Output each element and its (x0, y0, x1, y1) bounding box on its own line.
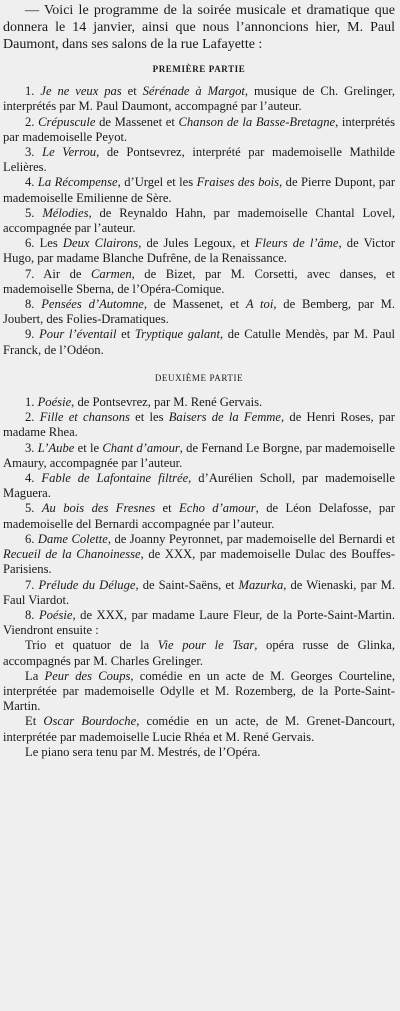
work-title: Fable de Lafontaine filtrée (41, 471, 189, 486)
work-title: Fleurs de l’âme (254, 236, 339, 251)
work-title: Je ne veux pas (40, 84, 122, 99)
program-item: 6. Les Deux Clairons, de Jules Legoux, et Fleurs de l’âme, de Victor Hugo, par madame Blanche Dufrêne, de la Renaissance. (3, 236, 395, 266)
section-title-part-one: PREMIÈRE PARTIE (152, 64, 246, 74)
work-title: Recueil de la Chanoinesse (3, 547, 141, 562)
work-title: Mazurka (238, 577, 284, 592)
closing-paragraph: Le piano sera tenu par M. Mestrés, de l’Opéra. (25, 744, 261, 759)
work-title: Fille et chansons (39, 410, 130, 425)
program-item: 8. Poésie, de XXX, par madame Laure Fleur, de la Porte-Saint-Martin. Viendront ensuite : (3, 607, 395, 638)
work-title: Deux Clairons (62, 236, 139, 251)
work-title: Poésie (38, 607, 73, 622)
program-item: 4. La Récompense, d’Urgel et les Fraises des bois, de Pierre Dupont, par mademoiselle Emilienne de Sère. (3, 175, 396, 205)
work-title: Chant d’amour (102, 440, 180, 455)
intro-paragraph: — Voici le programme de la soirée musicale et dramatique que donnera le 14 janvier, ainsi que nous l’annoncions hier, M. Paul Daumont, dans ses salons de la rue Lafayette : (3, 3, 395, 52)
part-one-list (3, 84, 395, 358)
work-title: Au bois des Fresnes (41, 501, 156, 516)
work-title: A toi (245, 297, 274, 312)
program-item: 2. Fille et chansons et les Baisers de la Femme, de Henri Roses, par madame Rhea. (3, 410, 395, 440)
work-title: Prélude du Déluge (38, 577, 136, 592)
work-title: Sérénade à Margot (142, 84, 245, 99)
work-title: Chanson de la Basse-Bretagne (178, 114, 336, 129)
program-item: 5. Mélodies, de Reynaldo Hahn, par mademoiselle Chantal Lovel, accompagnée par l’auteur. (3, 205, 395, 236)
program-item: 9. Pour l’éventail et Tryptique galant, de Catulle Mendès, par M. Paul Franck, de l’Odéon. (3, 327, 396, 357)
work-title: Baisers de la Femme (168, 410, 281, 425)
part-two-list (3, 395, 395, 638)
program-item: 1. Je ne veux pas et Sérénade à Margot, musique de Ch. Grelinger, interprétés par M. Paul Daumont, accompagné par l’auteur. (3, 84, 396, 114)
program-item: 3. Le Verrou, de Pontsevrez, interprété par mademoiselle Mathilde Lelières. (3, 145, 396, 175)
newspaper-column (3, 0, 395, 760)
program-item: 4. Fable de Lafontaine filtrée, d’Aurélien Scholl, par mademoiselle Maguera. (3, 471, 396, 501)
work-title: Pour l’éventail (39, 327, 117, 342)
program-item: 1. Poésie, de Pontsevrez, par M. René Gervais. (25, 395, 263, 410)
program-item: 6. Dame Colette, de Joanny Peyronnet, par mademoiselle del Bernardi et Recueil de la Chanoinesse, de XXX, par mademoiselle Dulac des Bouffes-Parisiens. (3, 531, 395, 577)
program-item: 8. Pensées d’Automne, de Massenet, et A toi, de Bemberg, par M. Joubert, des Folies-Dramatiques. (3, 297, 396, 327)
work-title: Peur des Coups (44, 668, 131, 683)
work-title: Carmen (91, 266, 132, 281)
work-title: Poésie (37, 395, 72, 410)
closing-paragraph: La Peur des Coups, comédie en un acte de M. Georges Courteline, interprétée par mademoiselle Odylle et M. Rozemberg, de la Porte-Saint-Martin. (3, 668, 395, 714)
work-title: Fraises des bois (196, 175, 280, 190)
program-item: 3. L’Aube et le Chant d’amour, de Fernand Le Borgne, par mademoiselle Amaury, accompagnée par l’auteur. (3, 440, 395, 470)
work-title: Pensées d’Automne (41, 297, 144, 312)
work-title: Oscar Bourdoche (43, 714, 137, 729)
program-item: 7. Air de Carmen, de Bizet, par M. Corsetti, avec danses, et mademoiselle Sberna, de l’Opéra-Comique. (3, 266, 395, 296)
work-title: Crépuscule (38, 114, 96, 129)
section-title-part-two: DEUXIÈME PARTIE (154, 372, 244, 383)
work-title: Le Verrou (42, 145, 97, 160)
closing-paragraph: Et Oscar Bourdoche, comédie en un acte, de M. Grenet-Dancourt, interprétée par mademoiselle Lucie Rhéa et M. René Gervais. (3, 714, 395, 744)
program-item: 2. Crépuscule de Massenet et Chanson de la Basse-Bretagne, interprétés par mademoiselle Peyot. (3, 114, 396, 144)
work-title: Tryptique galant (134, 327, 220, 342)
closing-notes (3, 638, 395, 760)
program-item: 5. Au bois des Fresnes et Echo d’amour, de Léon Delafosse, par mademoiselle del Bernardi accompagnée par l’auteur. (3, 501, 396, 531)
work-title: Dame Colette (37, 531, 108, 546)
work-title: La Récompense (37, 175, 118, 190)
work-title: L’Aube (37, 440, 75, 455)
program-item: 7. Prélude du Déluge, de Saint-Saëns, et Mazurka, de Wienaski, par M. Faul Viardot. (3, 577, 395, 607)
work-title: Vie pour le Tsar (157, 638, 255, 653)
work-title: Mélodies (42, 205, 89, 220)
work-title: Echo d’amour (179, 501, 256, 516)
closing-paragraph: Trio et quatuor de la Vie pour le Tsar, opéra russe de Glinka, accompagnés par M. Charles Grelinger. (3, 638, 396, 668)
